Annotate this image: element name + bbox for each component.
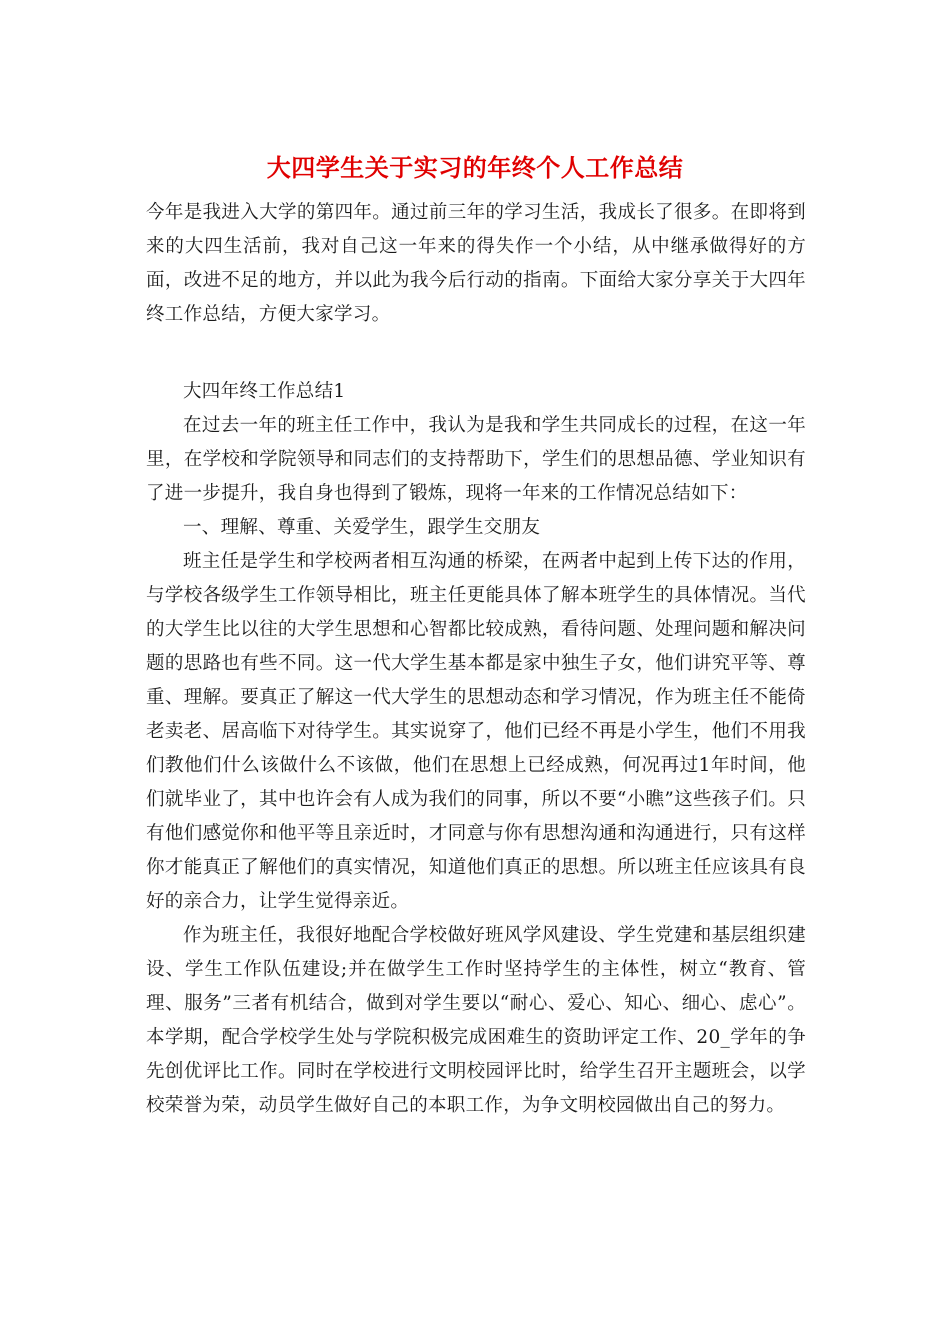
- body-paragraph: 在过去一年的班主任工作中，我认为是我和学生共同成长的过程，在这一年里，在学校和学院领导和同志们的支持帮助下，学生们的思想品德、学业知识有了进一步提升，我自身也得到了锻炼，现将一年来的工作情况总结如下：: [146, 415, 806, 504]
- body-paragraph: 作为班主任，我很好地配合学校做好班风学风建设、学生党建和基层组织建设、学生工作队伍建设;并在做学生工作时坚持学生的主体性，树立“教育、管理、服务”三者有机结合，做到对学生要以“耐心、爱心、知心、细心、虑心”。本学期，配合学校学生处与学院积极完成困难生的资助评定工作、20_学年的争先创优评比工作。同时在学校进行文明校园评比时，给学生召开主题班会，以学校荣誉为荣，动员学生做好自己的本职工作，为争文明校园做出自己的努力。: [146, 925, 806, 1116]
- document-title: 大四学生关于实习的年终个人工作总结: [266, 153, 684, 182]
- section-heading: 大四年终工作总结1: [183, 381, 346, 402]
- body-paragraph: 班主任是学生和学校两者相互沟通的桥梁，在两者中起到上传下达的作用，与学校各级学生工作领导相比，班主任更能具体了解本班学生的具体情况。当代的大学生比以往的大学生思想和心智都比较成熟，看待问题、处理问题和解决问题的思路也有些不同。这一代大学生基本都是家中独生子女，他们讲究平等、尊重、理解。要真正了解这一代大学生的思想动态和学习情况，作为班主任不能倚老卖老、居高临下对待学生。其实说穿了，他们已经不再是小学生，他们不用我们教他们什么该做什么不该做，他们在思想上已经成熟，何况再过1年时间，他们就毕业了，其中也许会有人成为我们的同事，所以不要“小瞧”这些孩子们。只有他们感觉你和他平等且亲近时，才同意与你有思想沟通和沟通进行，只有这样你才能真正了解他们的真实情况，知道他们真正的思想。所以班主任应该具有良好的亲合力，让学生觉得亲近。: [146, 551, 806, 912]
- intro-paragraph: 今年是我进入大学的第四年。通过前三年的学习生活，我成长了很多。在即将到来的大四生活前，我对自己这一年来的得失作一个小结，从中继承做得好的方面，改进不足的地方，并以此为我今后行动的指南。下面给大家分享关于大四年终工作总结，方便大家学习。: [146, 202, 806, 325]
- main-block: [146, 375, 806, 1123]
- intro-block: [146, 196, 806, 332]
- subheading: 一、理解、尊重、关爱学生，跟学生交朋友: [183, 517, 541, 538]
